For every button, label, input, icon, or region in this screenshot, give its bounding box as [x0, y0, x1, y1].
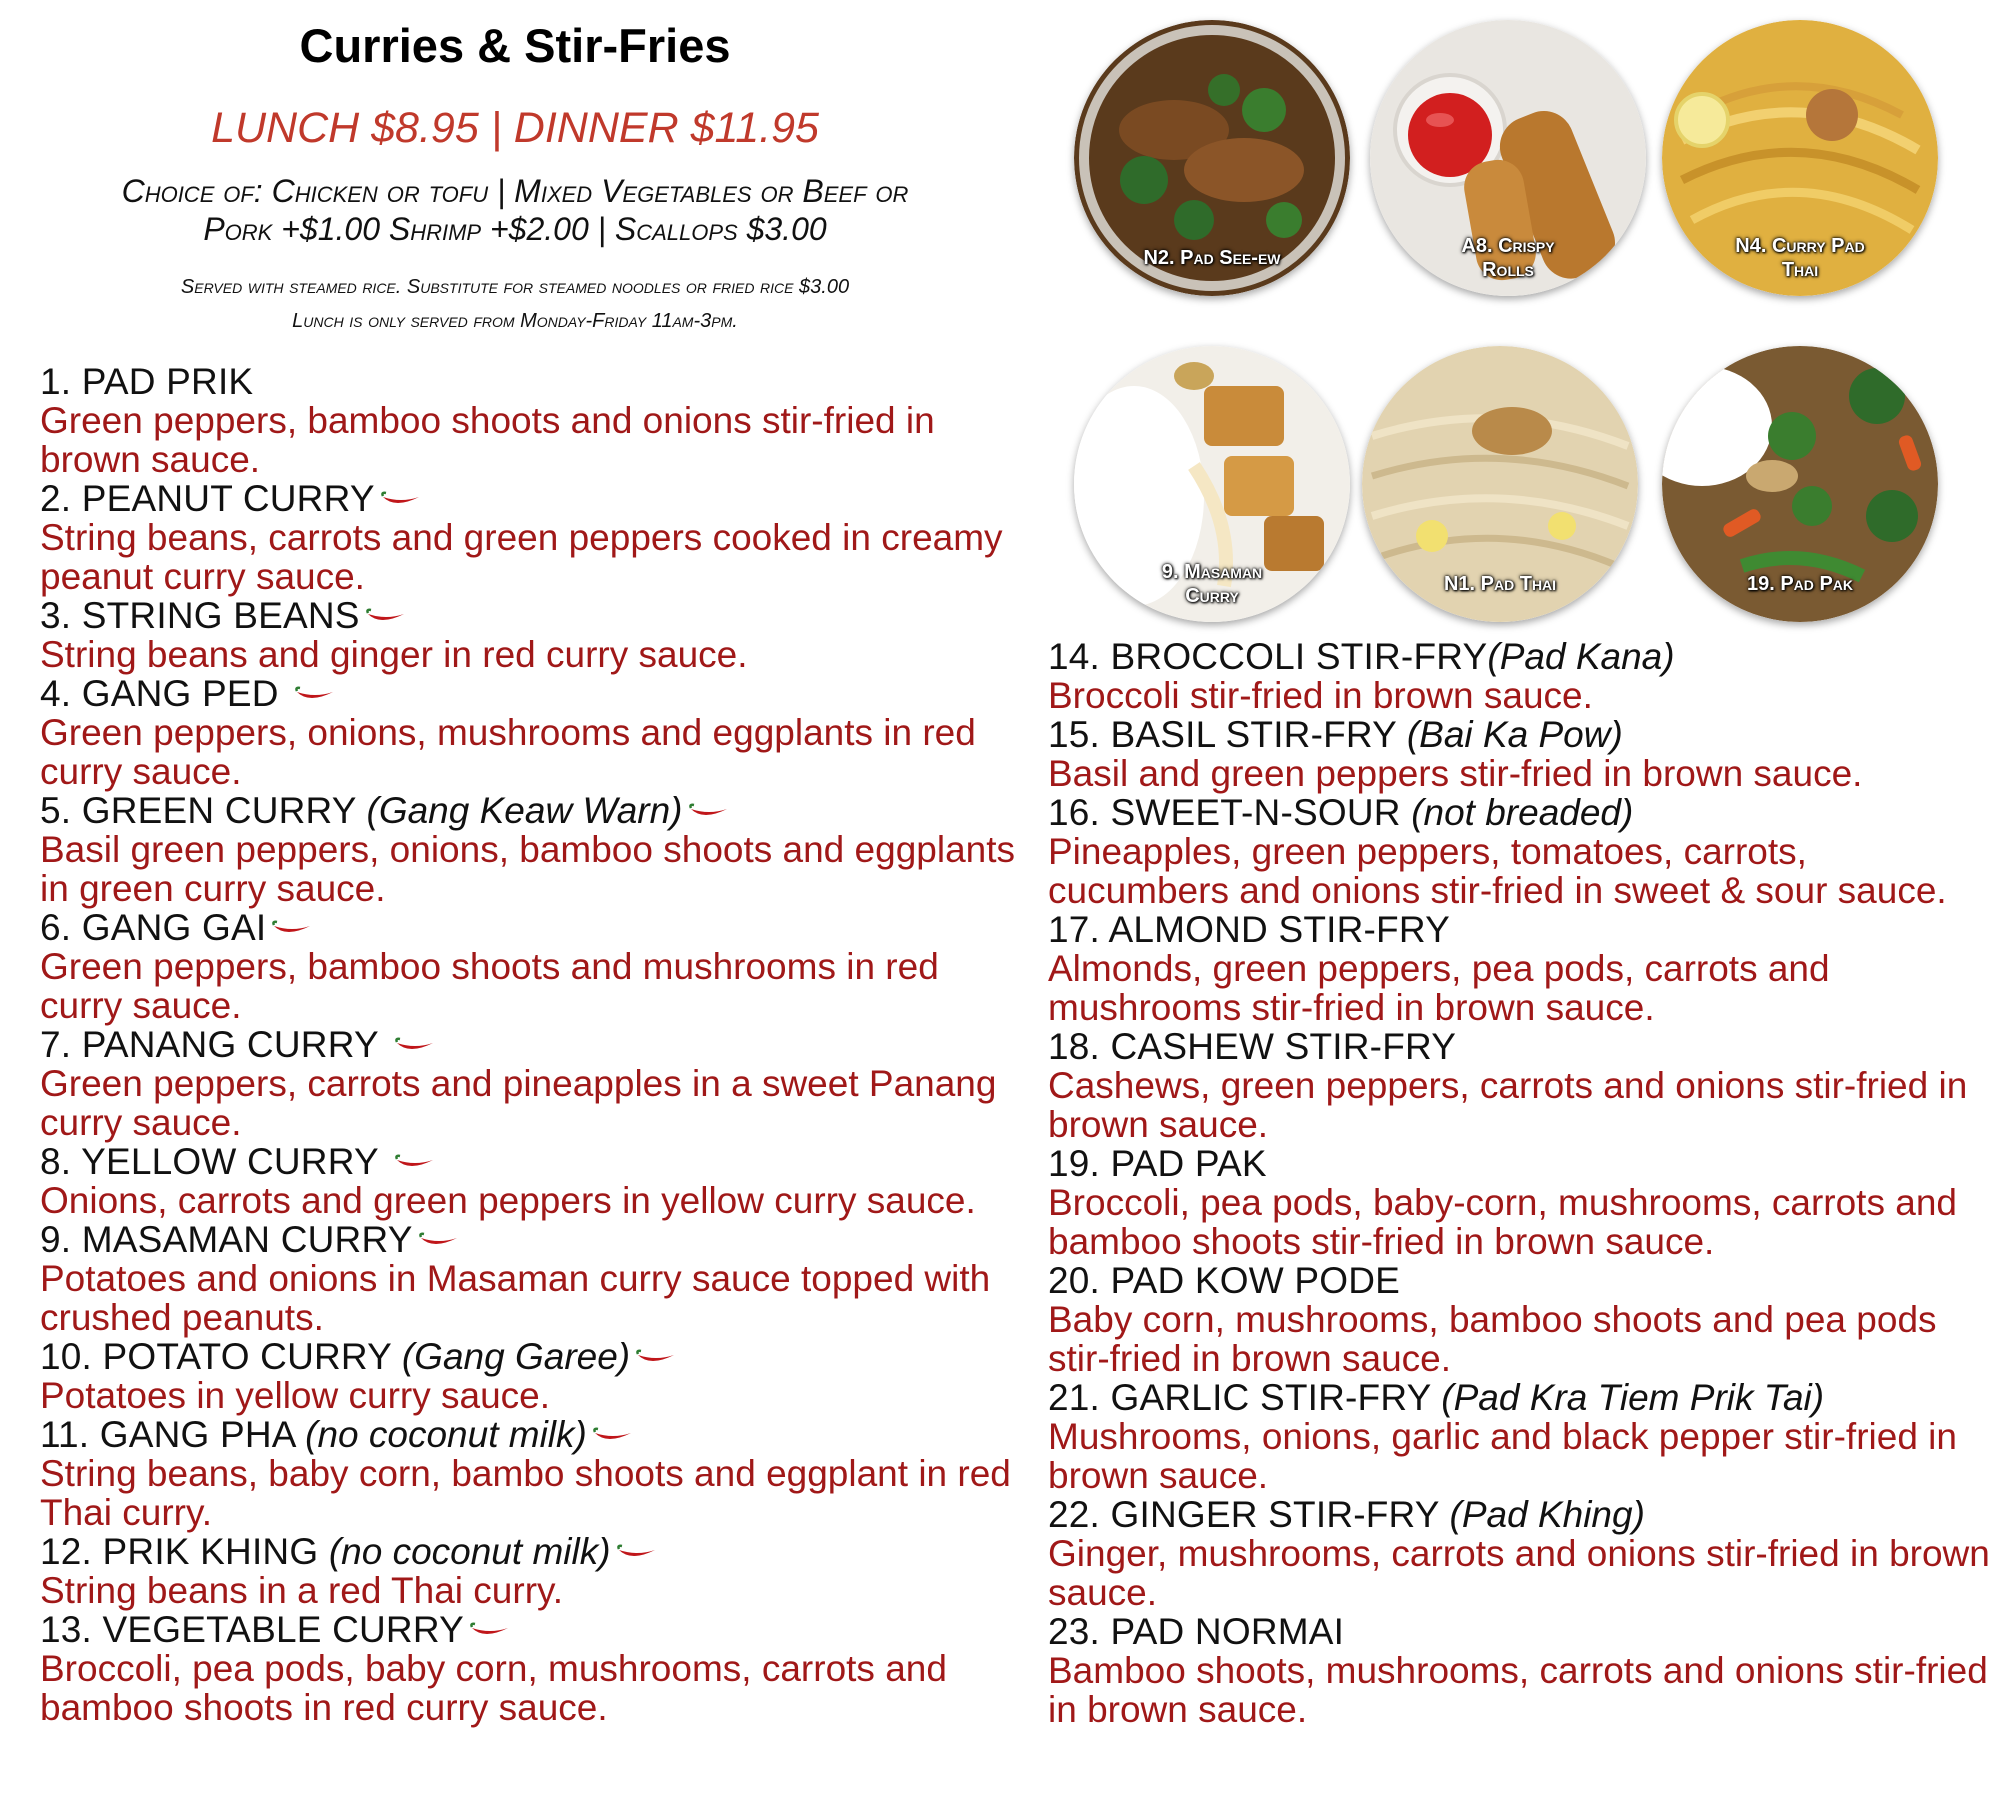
menu-item — [1048, 715, 1998, 793]
item-name: 1. PAD PRIK — [40, 361, 254, 402]
masaman-curry-photo — [1074, 346, 1350, 622]
item-name: 20. PAD KOW PODE — [1048, 1260, 1401, 1301]
item-description: Bamboo shoots, mushrooms, carrots and onions stir-fried in brown sauce. — [1048, 1650, 1988, 1730]
item-name: 9. MASAMAN CURRY — [40, 1219, 413, 1260]
item-description: Green peppers, carrots and pineapples in a sweet Panang curry sauce. — [40, 1063, 997, 1143]
item-description: Almonds, green peppers, pea pods, carrots and mushrooms stir-fried in brown sauce. — [1048, 948, 1830, 1028]
menu-item — [1048, 1027, 1998, 1144]
menu-item — [40, 1610, 1020, 1727]
page-title: Curries & Stir-Fries — [299, 19, 731, 72]
protein-choice-line: Choice of: Chicken or tofu | Mixed Vegetables or Beef or — [121, 173, 909, 209]
item-description: Basil and green peppers stir-fried in brown sauce. — [1048, 753, 1863, 794]
item-description: Baby corn, mushrooms, bamboo shoots and pea pods stir-fried in brown sauce. — [1048, 1299, 1937, 1379]
menu-item — [40, 1532, 1020, 1610]
item-note: (no coconut milk) — [328, 1531, 611, 1572]
item-name: 5. GREEN CURRY — [40, 790, 367, 831]
pad-pak-photo — [1662, 346, 1938, 622]
item-name: 8. YELLOW CURRY — [40, 1141, 389, 1182]
item-name: 4. GANG PED — [40, 673, 290, 714]
menu-item — [1048, 1612, 1998, 1729]
crispy-rolls-photo — [1370, 20, 1646, 296]
item-heading — [40, 362, 1020, 401]
menu-item — [40, 479, 1020, 596]
item-heading — [1048, 1027, 1998, 1066]
item-heading — [1048, 715, 1998, 754]
menu-item — [1048, 793, 1998, 910]
menu-item — [40, 791, 1020, 908]
item-description: Mushrooms, onions, garlic and black pepper stir-fried in brown sauce. — [1048, 1416, 1957, 1496]
serving-note-line: Lunch is only served from Monday-Friday 11am-3pm. — [292, 310, 738, 332]
menu-header — [0, 18, 1030, 338]
item-description: String beans in a red Thai curry. — [40, 1570, 564, 1611]
menu-item — [40, 596, 1020, 674]
item-heading — [40, 1610, 1020, 1649]
item-description: String beans, baby corn, bambo shoots and eggplant in red Thai curry. — [40, 1453, 1011, 1533]
item-name: 21. GARLIC STIR-FRY — [1048, 1377, 1442, 1418]
photo-caption: 19. Pad Pak — [1746, 573, 1854, 595]
photo-caption-line: N4. Curry Pad — [1735, 235, 1865, 257]
item-description: String beans and ginger in red curry sauce. — [40, 634, 748, 675]
item-name: 19. PAD PAK — [1048, 1143, 1267, 1184]
chili-pepper-icon — [391, 1037, 435, 1057]
serving-note-line: Served with steamed rice. Substitute for steamed noodles or fried rice $3.00 — [180, 276, 850, 298]
item-heading — [40, 791, 1020, 830]
menu-item — [1048, 1378, 1998, 1495]
chili-pepper-icon — [415, 1232, 459, 1252]
item-name: 16. SWEET-N-SOUR — [1048, 792, 1412, 833]
item-heading — [1048, 637, 1998, 676]
item-heading — [40, 908, 1020, 947]
photo-caption-line: Thai — [1781, 259, 1819, 281]
menu-item — [40, 1025, 1020, 1142]
menu-item — [1048, 1261, 1998, 1378]
item-name: 13. VEGETABLE CURRY — [40, 1609, 464, 1650]
item-description: Potatoes and onions in Masaman curry sauce topped with crushed peanuts. — [40, 1258, 991, 1338]
item-description: Broccoli, pea pods, baby-corn, mushrooms, carrots and bamboo shoots stir-fried in brown sauce. — [1048, 1182, 1957, 1262]
item-description: Basil green peppers, onions, bamboo shoots and eggplants in green curry sauce. — [40, 829, 1016, 909]
menu-item — [40, 1220, 1020, 1337]
chili-pepper-icon — [268, 920, 312, 940]
curry-pad-thai-photo — [1662, 20, 1938, 296]
item-note: (Bai Ka Pow) — [1406, 714, 1623, 755]
item-heading — [40, 1142, 1020, 1181]
item-description: Green peppers, onions, mushrooms and eggplants in red curry sauce. — [40, 712, 976, 792]
chili-pepper-icon — [632, 1349, 676, 1369]
chili-pepper-icon — [377, 491, 421, 511]
item-heading — [40, 596, 1020, 635]
menu-item — [1048, 910, 1998, 1027]
item-description: Ginger, mushrooms, carrots and onions stir-fried in brown sauce. — [1048, 1533, 1990, 1613]
item-description: Potatoes in yellow curry sauce. — [40, 1375, 551, 1416]
item-name: 15. BASIL STIR-FRY — [1048, 714, 1407, 755]
chili-pepper-icon — [291, 686, 335, 706]
item-note: (Pad Khing) — [1449, 1494, 1645, 1535]
photo-caption — [1370, 234, 1646, 282]
item-name: 7. PANANG CURRY — [40, 1024, 389, 1065]
menu-column-right — [1048, 637, 1998, 1729]
photo-caption-line: Curry — [1185, 585, 1239, 607]
chili-pepper-icon — [466, 1622, 510, 1642]
item-name: 22. GINGER STIR-FRY — [1048, 1494, 1450, 1535]
item-heading — [1048, 1261, 1998, 1300]
photo-caption — [1662, 234, 1938, 282]
item-heading — [1048, 1144, 1998, 1183]
item-heading — [40, 479, 1020, 518]
menu-item — [1048, 1495, 1998, 1612]
item-name: 11. GANG PHA — [40, 1414, 306, 1455]
item-note: (Gang Keaw Warn) — [366, 790, 683, 831]
item-description: Broccoli, pea pods, baby corn, mushrooms, carrots and bamboo shoots in red curry sauce. — [40, 1648, 947, 1728]
item-heading — [1048, 910, 1998, 949]
photo-caption — [1074, 560, 1350, 608]
item-heading — [1048, 1378, 1998, 1417]
chili-pepper-icon — [391, 1154, 435, 1174]
item-heading — [40, 1220, 1020, 1259]
photo-caption: N1. Pad Thai — [1443, 573, 1557, 595]
item-description: Onions, carrots and green peppers in yellow curry sauce. — [40, 1180, 976, 1221]
menu-item — [40, 1142, 1020, 1220]
item-name: 2. PEANUT CURRY — [40, 478, 375, 519]
item-name: 17. ALMOND STIR-FRY — [1048, 909, 1450, 950]
menu-item — [1048, 637, 1998, 715]
photo-caption-line: Rolls — [1482, 259, 1534, 281]
pad-thai-photo — [1362, 346, 1638, 622]
photo-caption-line: 9. Masaman — [1161, 561, 1263, 583]
protein-choice-line: Pork +$1.00 Shrimp +$2.00 | Scallops $3.00 — [203, 211, 827, 247]
item-note: (Pad Kra Tiem Prik Tai) — [1441, 1377, 1825, 1418]
chili-pepper-icon — [362, 608, 406, 628]
item-heading — [40, 1337, 1020, 1376]
item-heading — [1048, 1495, 1998, 1534]
chili-pepper-icon — [685, 803, 729, 823]
menu-item — [40, 362, 1020, 479]
item-note: (Pad Kana) — [1487, 636, 1675, 677]
menu-column-left — [40, 362, 1020, 1727]
item-description: String beans, carrots and green peppers cooked in creamy peanut curry sauce. — [40, 517, 1003, 597]
item-description: Broccoli stir-fried in brown sauce. — [1048, 675, 1593, 716]
item-name: 14. BROCCOLI STIR-FRY — [1048, 636, 1488, 677]
item-name: 23. PAD NORMAI — [1048, 1611, 1345, 1652]
item-name: 10. POTATO CURRY — [40, 1336, 402, 1377]
item-description: Green peppers, bamboo shoots and mushrooms in red curry sauce. — [40, 946, 939, 1026]
item-name: 18. CASHEW STIR-FRY — [1048, 1026, 1457, 1067]
item-name: 12. PRIK KHING — [40, 1531, 329, 1572]
protein-choice — [35, 172, 995, 248]
menu-item — [40, 1415, 1020, 1532]
item-heading — [1048, 1612, 1998, 1651]
item-description: Cashews, green peppers, carrots and onions stir-fried in brown sauce. — [1048, 1065, 1968, 1145]
item-name: 3. STRING BEANS — [40, 595, 360, 636]
item-heading — [40, 1415, 1020, 1454]
pad-see-ew-photo — [1074, 20, 1350, 296]
item-heading — [40, 1532, 1020, 1571]
menu-item — [1048, 1144, 1998, 1261]
item-heading — [40, 674, 1020, 713]
serving-note — [0, 270, 1030, 338]
chili-pepper-icon — [589, 1427, 633, 1447]
item-name: 6. GANG GAI — [40, 907, 267, 948]
item-heading — [40, 1025, 1020, 1064]
chili-pepper-icon — [613, 1544, 657, 1564]
price-line: LUNCH $8.95 | DINNER $11.95 — [211, 104, 819, 152]
menu-item — [40, 908, 1020, 1025]
menu-item — [40, 674, 1020, 791]
item-heading — [1048, 793, 1998, 832]
item-note: (no coconut milk) — [305, 1414, 587, 1455]
item-note: (Gang Garee) — [401, 1336, 631, 1377]
photo-caption-line: A8. Crispy — [1461, 235, 1555, 257]
item-note: (not breaded) — [1411, 792, 1634, 833]
item-description: Pineapples, green peppers, tomatoes, carrots, cucumbers and onions stir-fried in sweet & sour sauce. — [1048, 831, 1947, 911]
item-description: Green peppers, bamboo shoots and onions stir-fried in brown sauce. — [40, 400, 935, 480]
menu-item — [40, 1337, 1020, 1415]
photo-caption: N2. Pad See-ew — [1143, 247, 1281, 269]
